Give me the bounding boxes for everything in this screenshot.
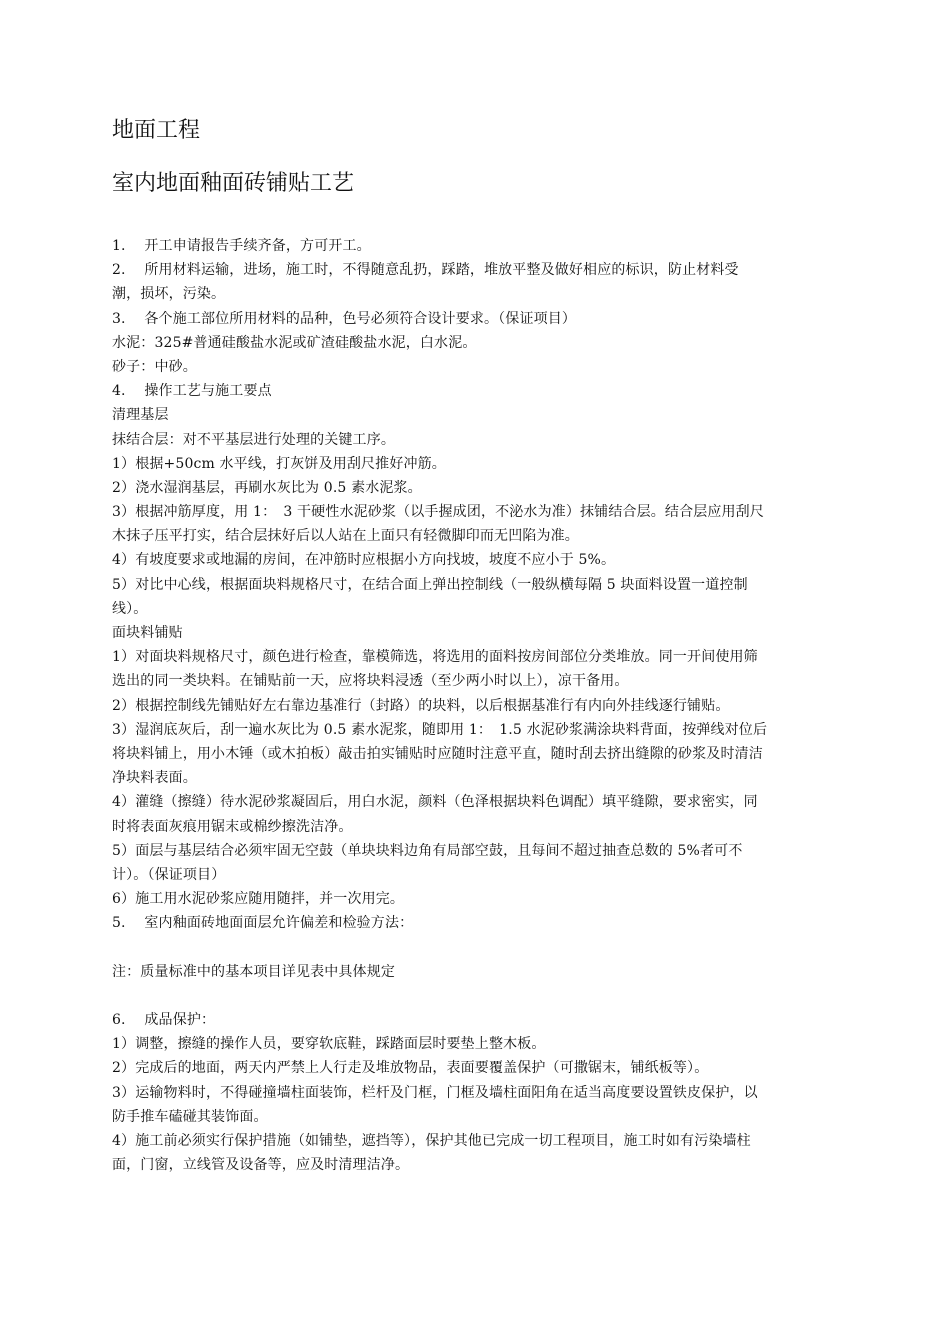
text-line: 潮，损坏，污染。 bbox=[112, 286, 226, 303]
blank-line bbox=[112, 935, 852, 959]
text-line: 水泥：325#普通硅酸盐水泥或矿渣硅酸盐水泥，白水泥。 bbox=[112, 334, 477, 351]
text-line: 面块料铺贴 bbox=[112, 625, 183, 641]
text-line: 净块料表面。 bbox=[112, 770, 197, 787]
text-line: 5. 室内釉面砖地面面层允许偏差和检验方法： bbox=[112, 915, 414, 932]
text-line: 注：质量标准中的基本项目详见表中具体规定 bbox=[112, 963, 395, 980]
text-line: 1）根据+50cm 水平线，打灰饼及用刮尺推好冲筋。 bbox=[112, 455, 446, 472]
text-line: 6）施工用水泥砂浆应随用随拌，并一次用完。 bbox=[112, 891, 405, 908]
text-line: 1. 开工申请报告手续齐备，方可开工。 bbox=[112, 238, 371, 254]
text-line: 将块料铺上，用小木锤（或木拍板）敲击拍实铺贴时应随时注意平直，随时刮去挤出缝隙的砂浆及时清洁 bbox=[112, 745, 763, 762]
text-line: 2）浇水湿润基层，再刷水灰比为 0.5 素水泥浆。 bbox=[112, 479, 422, 496]
text-line: 1）对面块料规格尺寸，颜色进行检查，靠模筛选，将选用的面料按房间部位分类堆放。同一开间使用筛 bbox=[112, 649, 758, 666]
text-line: 防手推车磕碰其装饰面。 bbox=[112, 1108, 268, 1125]
text-line: 4）有坡度要求或地漏的房间，在冲筋时应根据小方向找坡，坡度不应小于 5%。 bbox=[112, 552, 616, 569]
text-line: 3）湿润底灰后，刮一遍水灰比为 0.5 素水泥浆，随即用 1： 1.5 水泥砂浆满涂块料背面，按弹线对位后 bbox=[112, 721, 768, 738]
text-line: 清理基层 bbox=[112, 407, 169, 424]
text-line: 2. 所用材料运输，进场，施工时，不得随意乱扔，踩踏，堆放平整及做好相应的标识，防止材料受 bbox=[112, 262, 739, 279]
text-line: 5）面层与基层结合必须牢固无空鼓（单块块料边角有局部空鼓，且每间不超过抽查总数的 5%者可不 bbox=[112, 842, 743, 859]
text-line: 木抹子压平打实，结合层抹好后以人站在上面只有轻微脚印而无凹陷为准。 bbox=[112, 528, 579, 545]
text-line: 抹结合层：对不平基层进行处理的关键工序。 bbox=[112, 431, 395, 448]
text-line: 砂子：中砂。 bbox=[112, 358, 197, 375]
document-body bbox=[112, 234, 852, 1177]
document-subtitle: 室内地面釉面砖铺贴工艺 bbox=[112, 171, 355, 196]
text-line: 4）施工前必须实行保护措施（如铺垫，遮挡等），保护其他已完成一切工程项目，施工时如有污染墙柱 bbox=[112, 1132, 751, 1149]
text-line: 2）完成后的地面，两天内严禁上人行走及堆放物品，表面要覆盖保护（可撒锯末，铺纸板等）。 bbox=[112, 1060, 709, 1077]
text-line: 计）。（保证项目） bbox=[112, 866, 226, 883]
text-line: 6. 成品保护： bbox=[112, 1012, 216, 1028]
document-title: 地面工程 bbox=[112, 118, 201, 143]
text-line: 3）运输物料时，不得碰撞墙柱面装饰，栏杆及门框，门框及墙柱面阳角在适当高度要设置铁皮保护，以 bbox=[112, 1084, 758, 1101]
text-line: 4）灌缝（擦缝）待水泥砂浆凝固后，用白水泥，颜料（色泽根据块料色调配）填平缝隙，要求密实，同 bbox=[112, 794, 758, 811]
text-line: 2）根据控制线先铺贴好左右靠边基准行（封路）的块料，以后根据基准行有内向外挂线逐行铺贴。 bbox=[112, 697, 730, 714]
text-line: 时将表面灰痕用锯末或棉纱擦洗洁净。 bbox=[112, 818, 353, 835]
text-line: 5）对比中心线，根据面块料规格尺寸，在结合面上弹出控制线（一般纵横每隔 5 块面料设置一道控制 bbox=[112, 576, 748, 593]
text-line: 面，门窗，立线管及设备等，应及时清理洁净。 bbox=[112, 1157, 410, 1174]
text-line: 3）根据冲筋厚度，用 1： 3 干硬性水泥砂浆（以手握成团，不泌水为准）抹铺结合层。结合层应用刮尺 bbox=[112, 504, 764, 521]
blank-line bbox=[112, 984, 852, 1008]
text-line: 1）调整，擦缝的操作人员，要穿软底鞋，踩踏面层时要垫上整木板。 bbox=[112, 1036, 546, 1053]
text-line: 3. 各个施工部位所用材料的品种，色号必须符合设计要求。（保证项目） bbox=[112, 310, 577, 327]
text-line: 线）。 bbox=[112, 600, 148, 617]
text-line: 选出的同一类块料。在铺贴前一天，应将块料浸透（至少两小时以上），凉干备用。 bbox=[112, 673, 629, 690]
text-line: 4. 操作工艺与施工要点 bbox=[112, 383, 272, 400]
